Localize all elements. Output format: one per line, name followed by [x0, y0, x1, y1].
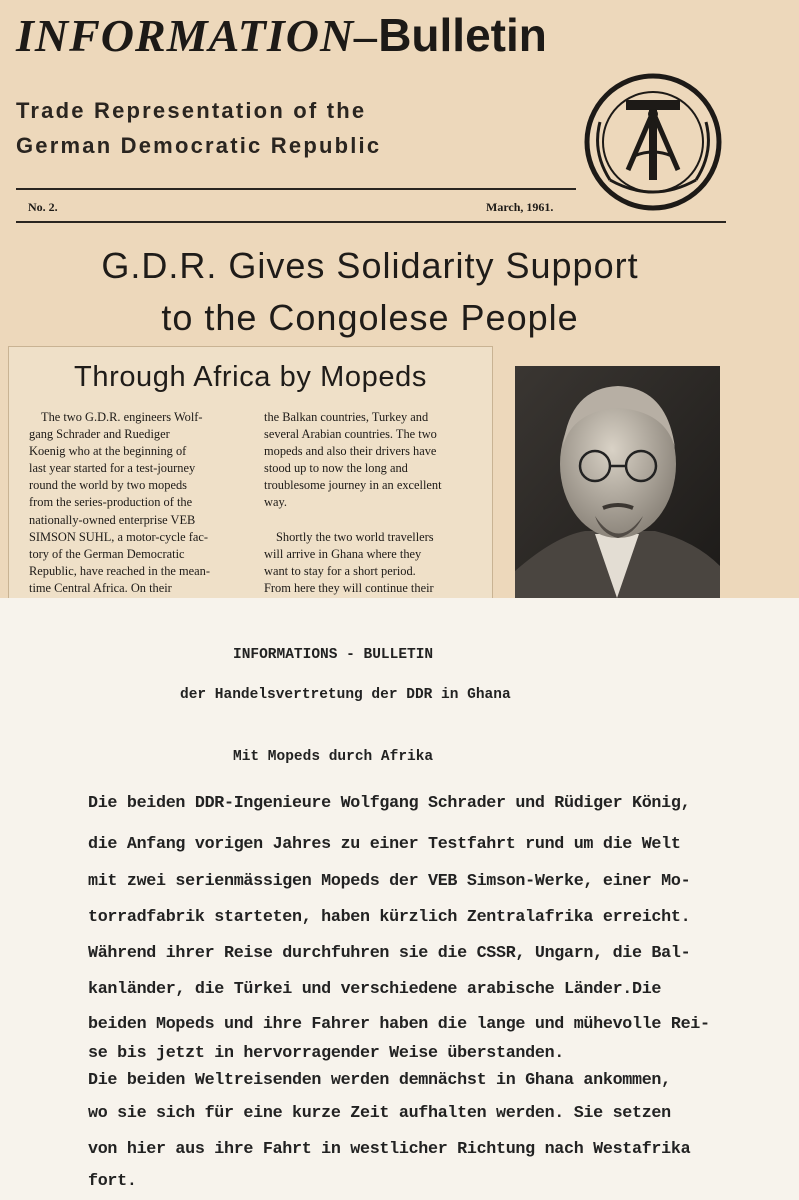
article-clipping — [8, 346, 493, 640]
translation-line: von hier aus ihre Fahrt in westlicher Richtung nach Westafrika — [88, 1140, 691, 1159]
article-line: tory of the German Democratic — [29, 546, 185, 561]
article-line: troublesome journey in an excellent — [264, 478, 442, 493]
article-line: Koenig who at the beginning of — [29, 444, 187, 459]
masthead-title — [16, 8, 547, 62]
issue-number: No. 2. — [28, 200, 58, 214]
article-line: gang Schrader and Ruediger — [29, 427, 170, 442]
article-line: will arrive in Ghana where they — [264, 546, 422, 561]
translation-line: beiden Mopeds und ihre Fahrer haben die lange und mühevolle Rei- — [88, 1015, 710, 1034]
article-line: time Central Africa. On their — [29, 580, 172, 595]
main-headline-line1: G.D.R. Gives Solidarity Support — [101, 245, 639, 286]
masthead-title-part1: INFORMATION– — [16, 10, 379, 61]
translation-subheading: der Handelsvertretung der DDR in Ghana — [180, 687, 511, 703]
article-line: several Arabian countries. The two — [264, 427, 437, 442]
article-line: Shortly the two world travellers — [276, 529, 434, 544]
translation-line: mit zwei serienmässigen Mopeds der VEB Simson-Werke, einer Mo- — [88, 872, 691, 891]
translation-heading: INFORMATIONS - BULLETIN — [233, 647, 434, 663]
portrait-photo-icon — [515, 366, 720, 598]
paragraph-gap — [264, 512, 482, 529]
article-line: the Balkan countries, Turkey and — [264, 410, 429, 424]
masthead-subtitle-line1: Trade Representation of the — [16, 98, 367, 123]
article-line: from the series-production of the — [29, 495, 193, 510]
gdr-state-emblem-icon — [580, 72, 726, 214]
article-line: round the world by two mopeds — [29, 478, 187, 493]
article-line: last year started for a test-journey — [29, 461, 196, 476]
translation-line: Während ihrer Reise durchfuhren sie die CSSR, Ungarn, die Bal- — [88, 944, 691, 963]
article-line: nationally-owned enterprise VEB — [29, 512, 196, 527]
translation-line: Die beiden DDR-Ingenieure Wolfgang Schrader und Rüdiger König, — [88, 794, 691, 813]
article-line: The two G.D.R. engineers Wolf- — [41, 410, 203, 424]
translation-line: die Anfang vorigen Jahres zu einer Testfahrt rund um die Welt — [88, 835, 681, 854]
translation-line: fort. — [88, 1172, 137, 1191]
article-line: way. — [264, 495, 287, 510]
masthead-rule-top — [16, 188, 576, 190]
translation-line: torradfabrik starteten, haben kürzlich Zentralafrika erreicht. — [88, 908, 691, 927]
article-line: stood up to now the long and — [264, 461, 408, 476]
masthead-subtitle-line2: German Democratic Republic — [16, 133, 382, 158]
issue-date: March, 1961. — [486, 200, 554, 214]
masthead-title-part2: Bulletin — [378, 9, 547, 61]
article-line: mopeds and also their drivers have — [264, 444, 437, 459]
translation-line: wo sie sich für eine kurze Zeit aufhalten werden. Sie setzen — [88, 1104, 671, 1123]
article-line: Republic, have reached in the mean- — [29, 563, 210, 578]
main-headline-line2: to the Congolese People — [161, 297, 579, 338]
translation-line: kanländer, die Türkei und verschiedene arabische Länder.Die — [88, 980, 662, 999]
translation-title: Mit Mopeds durch Afrika — [233, 749, 434, 765]
translation-line: Die beiden Weltreisenden werden demnächst in Ghana ankommen, — [88, 1071, 671, 1090]
article-line: From here they will continue their — [264, 580, 434, 595]
article-title: Through Africa by Mopeds — [74, 361, 427, 393]
article-line: SIMSON SUHL, a motor-cycle fac- — [29, 529, 209, 544]
article-line: want to stay for a short period. — [264, 563, 416, 578]
translation-line: se bis jetzt in hervorragender Weise überstanden. — [88, 1044, 564, 1063]
masthead-rule-bottom — [16, 221, 726, 223]
